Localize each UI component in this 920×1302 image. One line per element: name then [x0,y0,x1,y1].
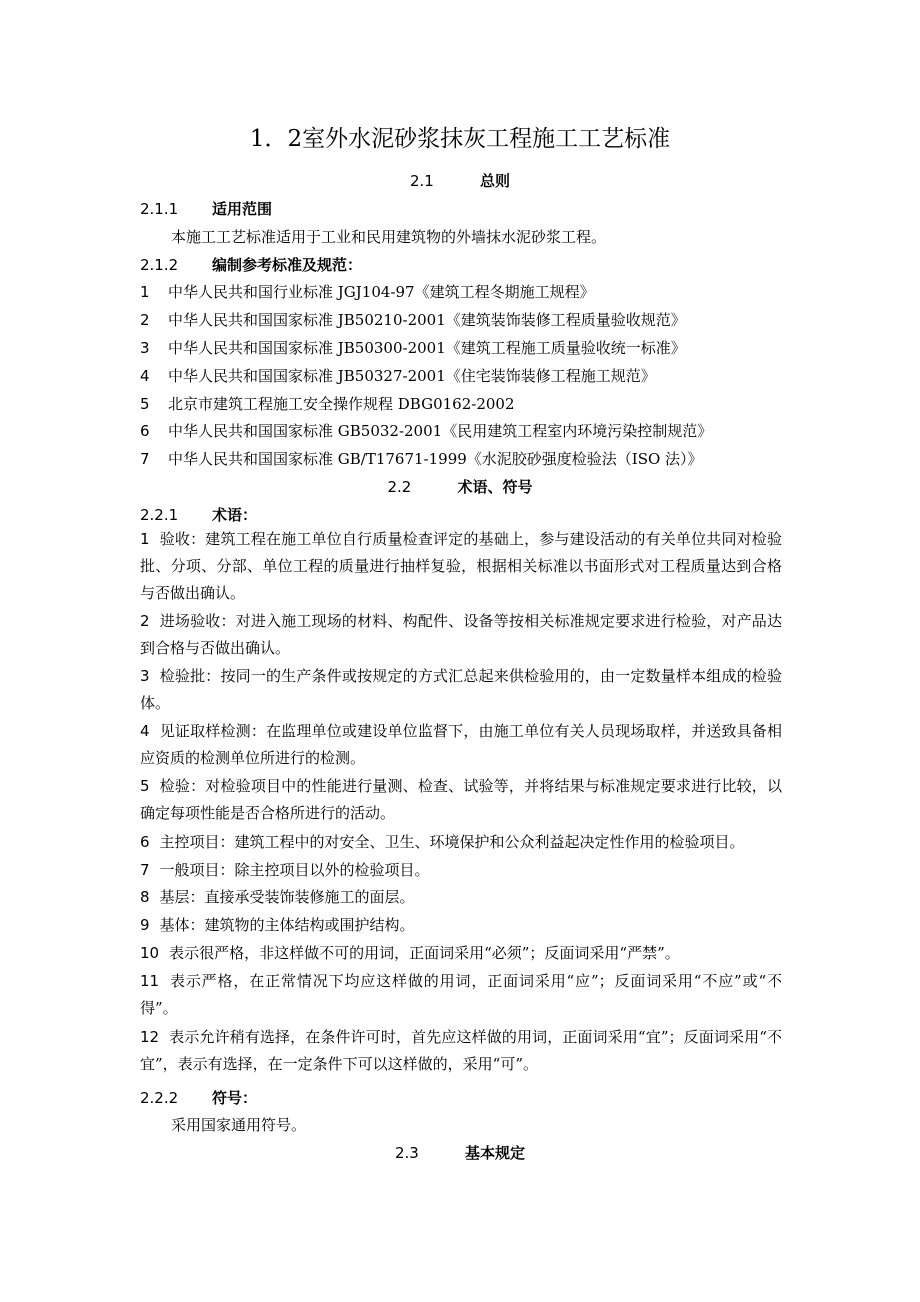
term-item [140,884,782,911]
page-title: 1．2室外水泥砂浆抹灰工程施工工艺标准 [249,126,671,152]
item-text: 中华人民共和国国家标准 JB50327-2001《住宅装饰装修工程施工规范》 [168,367,656,385]
subsection-title: 编制参考标准及规范： [212,256,363,274]
term-item [140,608,782,662]
section-number: 2.2 [387,478,412,496]
subsection-title: 符号： [212,1089,258,1107]
term-item [140,663,782,717]
item-number: 1 [140,530,150,548]
item-number: 2 [140,612,150,630]
section-number: 2.1 [409,172,434,190]
symbols-text: 采用国家通用符号。 [171,1116,307,1134]
item-number: 7 [140,861,150,879]
item-number: 5 [140,395,150,413]
item-number: 12 [140,1028,160,1046]
reference-item [140,393,782,414]
item-number: 9 [140,916,150,934]
term-item [140,912,782,939]
item-number: 4 [140,722,150,740]
item-number: 6 [140,833,150,851]
term-item [140,718,782,772]
item-text: 中华人民共和国国家标准 GB/T17671-1999《水泥胶砂强度检验法（ISO 法）》 [168,450,703,468]
section-number: 2.3 [394,1144,419,1162]
item-text: 中华人民共和国国家标准 JB50300-2001《建筑工程施工质量验收统一标准》 [168,339,686,357]
term-item [140,857,782,884]
item-text: 表示很严格，非这样做不可的用词，正面词采用“必须”；反面词采用“严禁”。 [169,944,680,962]
item-text: 检验批：按同一的生产条件或按规定的方式汇总起来供检验用的，由一定数量样本组成的检验体。 [140,667,782,712]
subsection-title: 适用范围 [212,200,273,218]
item-text: 基体：建筑物的主体结构或围护结构。 [159,916,415,934]
section-heading-2-3 [0,1142,920,1163]
item-number: 3 [140,667,150,685]
reference-item [140,281,782,302]
item-text: 基层：直接承受装饰装修施工的面层。 [159,888,415,906]
term-item [140,1024,782,1078]
item-number: 7 [140,450,150,468]
item-number: 10 [140,944,160,962]
subsection-number: 2.2.2 [140,1089,179,1107]
reference-item [140,420,782,441]
item-number: 5 [140,777,150,795]
term-item [140,829,782,856]
item-text: 中华人民共和国国家标准 GB5032-2001《民用建筑工程室内环境污染控制规范》 [168,422,713,440]
subsection-heading-2-2-2 [140,1087,257,1108]
section-heading-2-1 [0,170,920,191]
item-text: 验收：建筑工程在施工单位自行质量检查评定的基础上，参与建设活动的有关单位共同对检验批、分项、分部、单位工程的质量进行抽样复验，根据相关标准以书面形式对工程质量达到合格与否做出确认。 [140,530,782,602]
item-number: 4 [140,367,150,385]
section-title: 基本规定 [464,1144,525,1162]
item-number: 8 [140,888,150,906]
item-text: 见证取样检测：在监理单位或建设单位监督下，由施工单位有关人员现场取样，并送致具备相应资质的检测单位所进行的检测。 [140,722,782,767]
item-text: 进场验收：对进入施工现场的材料、构配件、设备等按相关标准规定要求进行检验，对产品达到合格与否做出确认。 [140,612,782,657]
subsection-heading-2-1-2 [140,254,362,275]
reference-item [140,337,782,358]
item-text: 表示允许稍有选择，在条件许可时，首先应这样做的用词，正面词采用“宜”；反面词采用“不宜”，表示有选择，在一定条件下可以这样做的，采用“可”。 [140,1028,782,1073]
reference-item [140,365,782,386]
section-title: 术语、符号 [457,478,533,496]
item-number: 6 [140,422,150,440]
subsection-title: 术语： [212,506,258,524]
subsection-number: 2.1.1 [140,200,179,218]
item-text: 中华人民共和国行业标准 JGJ104-97《建筑工程冬期施工规程》 [168,283,595,301]
item-text: 北京市建筑工程施工安全操作规程 DBG0162-2002 [168,395,515,413]
term-item [140,526,782,607]
subsection-number: 2.1.2 [140,256,179,274]
scope-text: 本施工工艺标准适用于工业和民用建筑物的外墙抹水泥砂浆工程。 [171,228,607,246]
term-item [140,773,782,827]
subsection-heading-2-1-1 [140,198,272,219]
item-text: 主控项目：建筑工程中的对安全、卫生、环境保护和公众利益起决定性作用的检验项目。 [159,833,745,851]
section-heading-2-2 [0,476,920,497]
reference-item [140,309,782,330]
item-text: 检验：对检验项目中的性能进行量测、检查、试验等，并将结果与标准规定要求进行比较，以确定每项性能是否合格所进行的活动。 [140,777,782,822]
term-item [140,968,782,1022]
reference-item [140,448,782,469]
subsection-heading-2-2-1 [140,504,257,525]
item-text: 中华人民共和国国家标准 JB50210-2001《建筑装饰装修工程质量验收规范》 [168,311,686,329]
item-text: 一般项目：除主控项目以外的检验项目。 [159,861,430,879]
term-item [140,940,782,967]
section-title: 总则 [479,172,510,190]
item-number: 2 [140,311,150,329]
item-text: 表示严格，在正常情况下均应这样做的用词，正面词采用“应”；反面词采用“不应”或“不得”。 [140,972,782,1017]
item-number: 3 [140,339,150,357]
subsection-number: 2.2.1 [140,506,179,524]
item-number: 11 [140,972,160,990]
item-number: 1 [140,283,150,301]
